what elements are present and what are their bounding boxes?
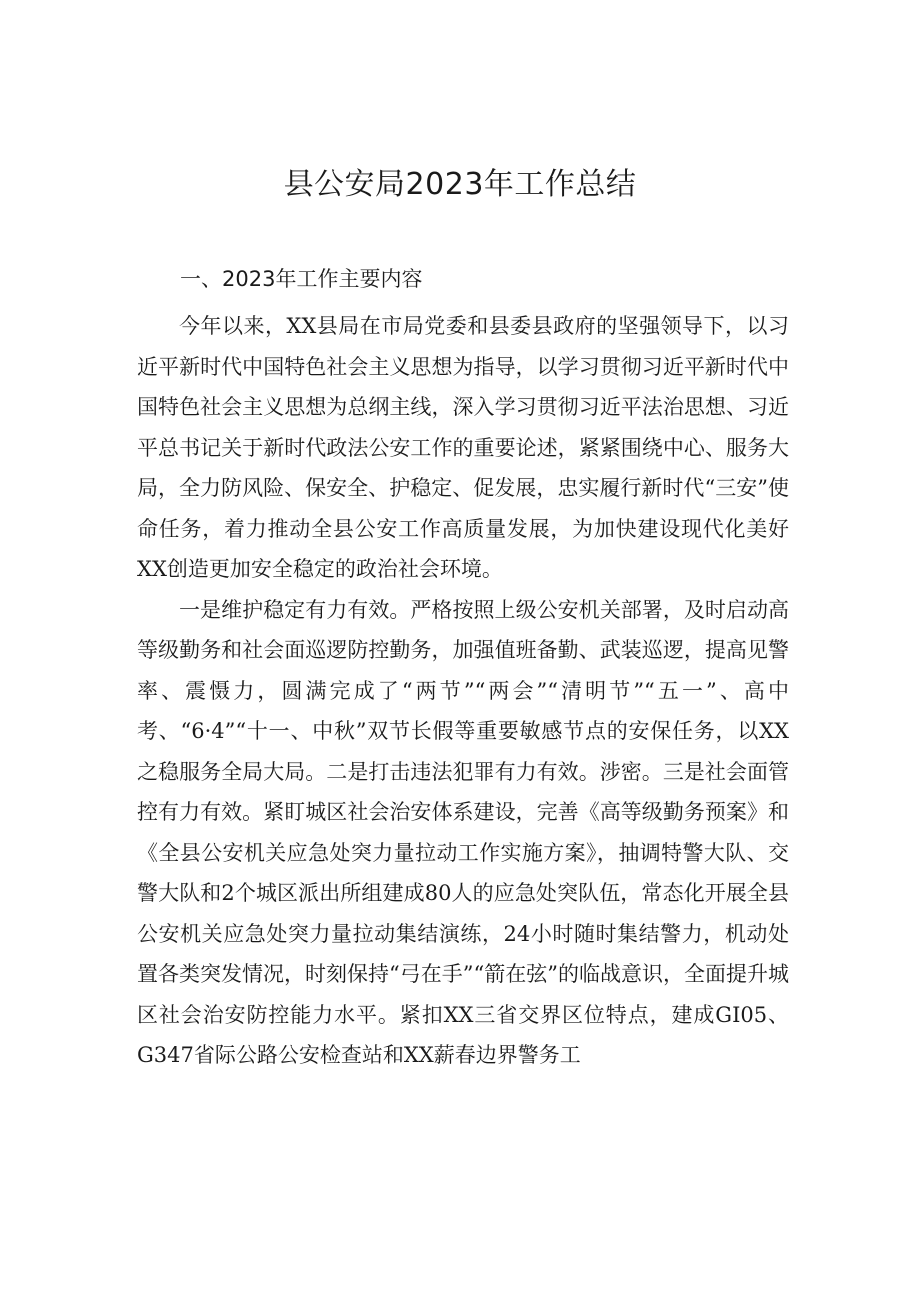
- paragraph-intro: 今年以来，XX县局在市局党委和县委县政府的坚强领导下，以习近平新时代中国特色社会主义思想为指导，以学习贯彻习近平新时代中国特色社会主义思想为总纲主线，深入学习贯彻习近平法治思想、习近平总书记关于新时代政法公安工作的重要论述，紧紧围绕中心、服务大局，全力防风险、保安全、护稳定、促发展，忠实履行新时代“三安”使命任务，着力推动全县公安工作高质量发展，为加快建设现代化美好XX创造更加安全稳定的政治社会环境。: [137, 314, 789, 581]
- document-body: [137, 306, 789, 1076]
- document-title: 县公安局2023年工作总结: [283, 167, 637, 202]
- section-heading: 一、2023年工作主要内容: [180, 267, 423, 291]
- paragraph-stability: 一是维护稳定有力有效。严格按照上级公安机关部署，及时启动高等级勤务和社会面巡逻防控勤务，加强值班备勤、武装巡逻，提高见警率、震慑力，圆满完成了“两节”“两会”“清明节”“五一”、高中考、“6·4”“十一、中秋”双节长假等重要敏感节点的安保任务，以XX之稳服务全局大局。二是打击违法犯罪有力有效。涉密。三是社会面管控有力有效。紧盯城区社会治安体系建设，完善《高等级勤务预案》和《全县公安机关应急处突力量拉动工作实施方案》，抽调特警大队、交警大队和2个城区派出所组建成80人的应急处突队伍，常态化开展全县公安机关应急处突力量拉动集结演练，24小时随时集结警力，机动处置各类突发情况，时刻保持“弓在手”“箭在弦”的临战意识，全面提升城区社会治安防控能力水平。紧扣XX三省交界区位特点，建成GI05、G347省际公路公安检查站和XX薪春边界警务工: [137, 597, 789, 1067]
